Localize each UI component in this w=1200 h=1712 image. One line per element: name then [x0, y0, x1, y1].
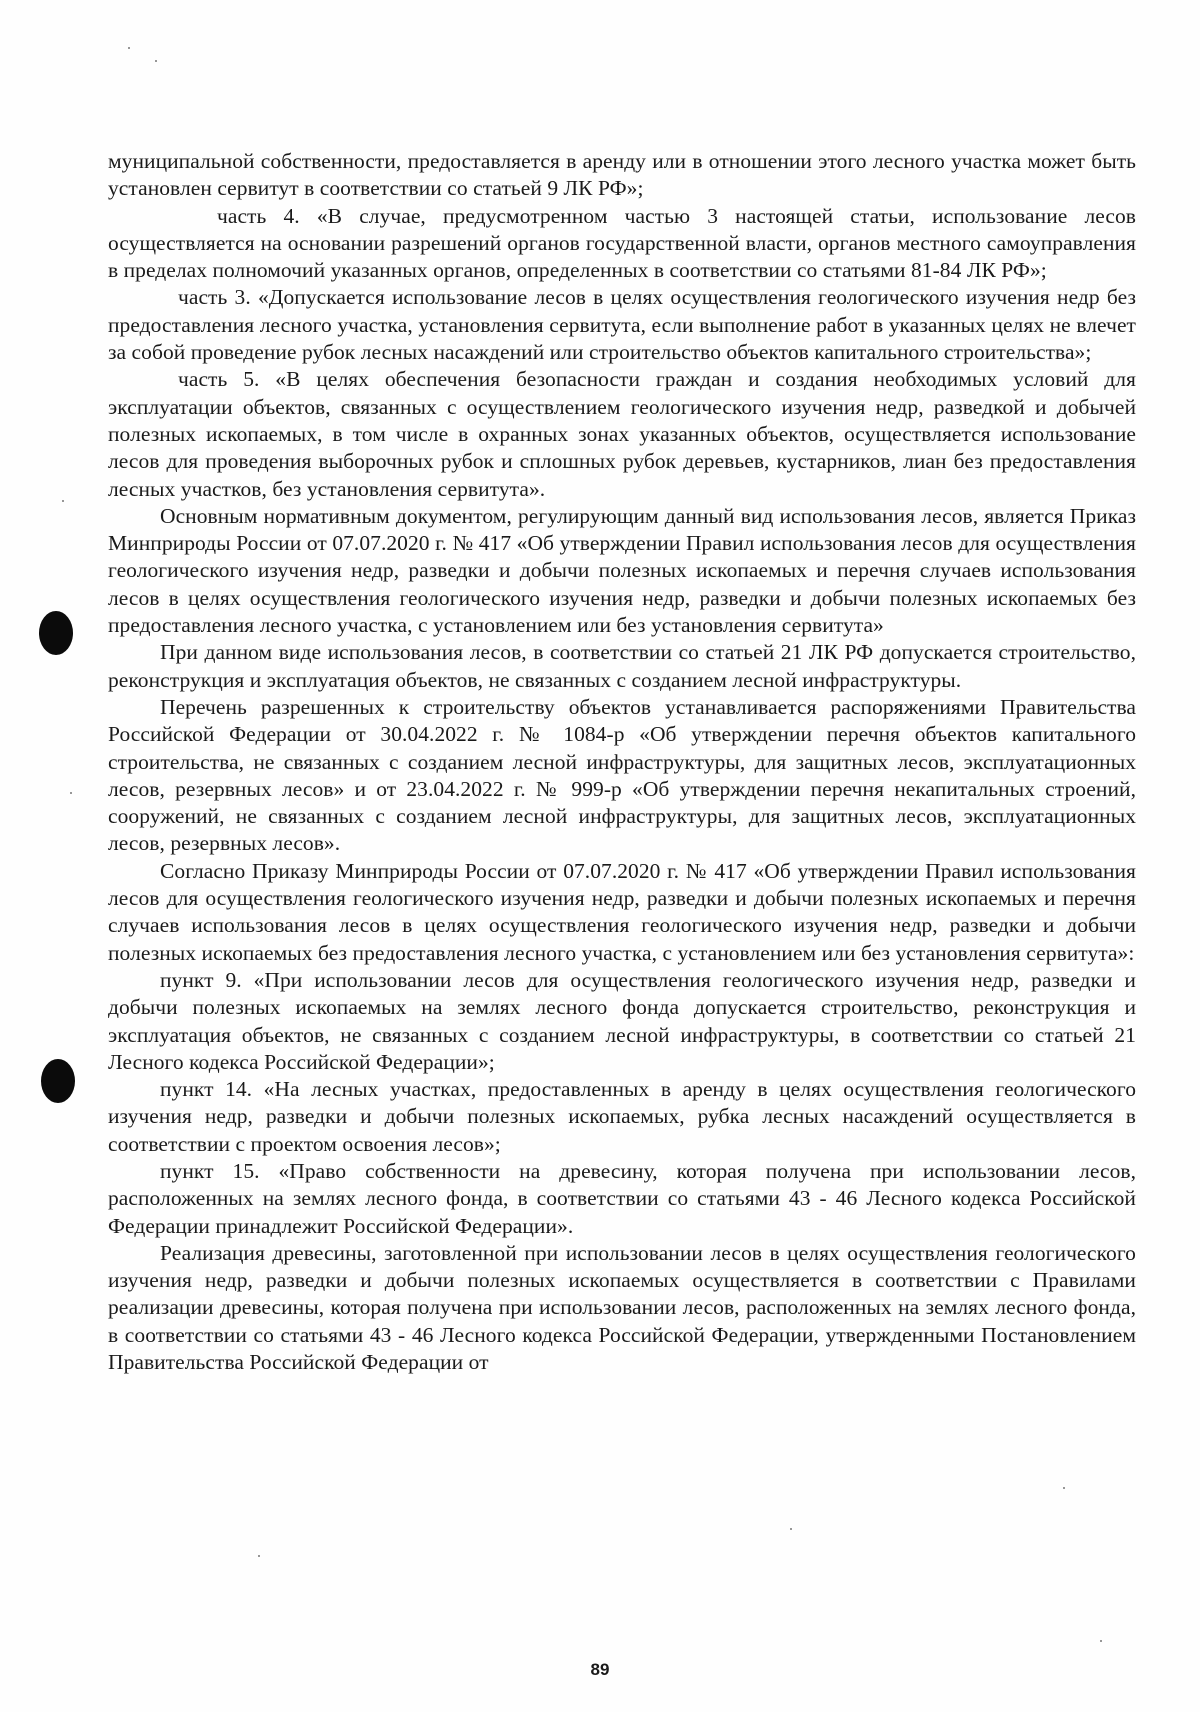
scan-speck	[790, 1528, 792, 1530]
paragraph: Реализация древесины, заготовленной при использовании лесов в целях осуществления геологического изучения недр, разведки и добычи полезных ископаемых осуществляется в соответствии с Правилами реализации древесины, которая получена при использовании лесов, расположенных на землях лесного фонда, в соответствии со статьями 43 - 46 Лесного кодекса Российской Федерации, утвержденными Постановлением Правительства Российской Федерации от	[108, 1240, 1136, 1375]
scan-speck	[62, 500, 64, 502]
punch-hole-mark	[39, 611, 73, 655]
paragraph: пункт 14. «На лесных участках, предоставленных в аренду в целях осуществления геологического изучения недр, разведки и добычи полезных ископаемых, рубка лесных насаждений осуществляется в соответствии с проектом освоения лесов»;	[108, 1077, 1136, 1156]
scan-speck	[155, 60, 157, 62]
scan-speck	[128, 47, 130, 49]
paragraph: часть 5. «В целях обеспечения безопасности граждан и создания необходимых условий для эксплуатации объектов, связанных с осуществлением геологического изучения недр, разведкой и добычей полезных ископаемых, в том числе в охранных зонах указанных объектов, осуществляется использование лесов для проведения выборочных рубок и сплошных рубок деревьев, кустарников, лиан без предоставления лесных участков, без установления сервитута».	[108, 367, 1136, 501]
paragraph: пункт 15. «Право собственности на древесину, которая получена при использовании лесов, расположенных на землях лесного фонда, в соответствии со статьями 43 - 46 Лесного кодекса Российской Федерации принадлежит Российской Федерации».	[108, 1158, 1136, 1238]
paragraph: часть 3. «Допускается использование лесов в целях осуществления геологического изучения недр без предоставления лесного участка, установления сервитута, если выполнение работ в указанных целях не влечет за собой проведение рубок лесных насаждений или строительство объектов капитального строительства»;	[108, 285, 1136, 365]
paragraph: Основным нормативным документом, регулирующим данный вид использования лесов, является Приказ Минприроды России от 07.07.2020 г. № 417 «Об утверждении Правил использования лесов для осуществления геологического изучения недр, разведки и добычи полезных ископаемых и перечня случаев использования лесов в целях осуществления геологического изучения недр, разведки и добычи полезных ископаемых без предоставления лесного участка, с установлением или без установления сервитута»	[108, 503, 1136, 638]
paragraph: часть 4. «В случае, предусмотренном частью 3 настоящей статьи, использование лесов осуществляется на основании разрешений органов государственной власти, органов местного самоуправления в пределах полномочий указанных органов, определенных в соответствии со статьями 81-84 ЛК РФ»;	[108, 203, 1136, 283]
page-number: 89	[590, 1660, 610, 1679]
punch-hole-mark	[41, 1059, 75, 1103]
scan-speck	[1100, 1640, 1102, 1642]
paragraph: При данном виде использования лесов, в соответствии со статьей 21 ЛК РФ допускается строительство, реконструкция и эксплуатация объектов, не связанных с созданием лесной инфраструктуры.	[108, 640, 1136, 692]
scan-speck	[70, 792, 72, 794]
paragraph: Согласно Приказу Минприроды России от 07.07.2020 г. № 417 «Об утверждении Правил использования лесов для осуществления геологического изучения недр, разведки и добычи полезных ископаемых и перечня случаев использования лесов в целях осуществления геологического изучения недр, разведки и добычи полезных ископаемых без предоставления лесного участка, с установлением или без установления сервитута»:	[108, 858, 1136, 965]
paragraph: муниципальной собственности, предоставляется в аренду или в отношении этого лесного участка может быть установлен сервитут в соответствии со статьей 9 ЛК РФ»;	[108, 149, 1136, 201]
document-body	[108, 148, 1136, 1376]
paragraph: пункт 9. «При использовании лесов для осуществления геологического изучения недр, разведки и добычи полезных ископаемых на землях лесного фонда допускается строительство, реконструкция и эксплуатация объектов, не связанных с созданием лесной инфраструктуры, в соответствии со статьей 21 Лесного кодекса Российской Федерации»;	[108, 967, 1136, 1074]
scan-speck	[258, 1555, 260, 1557]
scan-speck	[1063, 1487, 1065, 1489]
paragraph: Перечень разрешенных к строительству объектов устанавливается распоряжениями Правительства Российской Федерации от 30.04.2022 г. № 1084-р «Об утверждении перечня объектов капитального строительства, не связанных с созданием лесной инфраструктуры, для защитных лесов, эксплуатационных лесов, резервных лесов» и от 23.04.2022 г. № 999-р «Об утверждении перечня некапитальных строений, сооружений, не связанных с созданием лесной инфраструктуры, для защитных лесов, эксплуатационных лесов, резервных лесов».	[108, 694, 1136, 856]
